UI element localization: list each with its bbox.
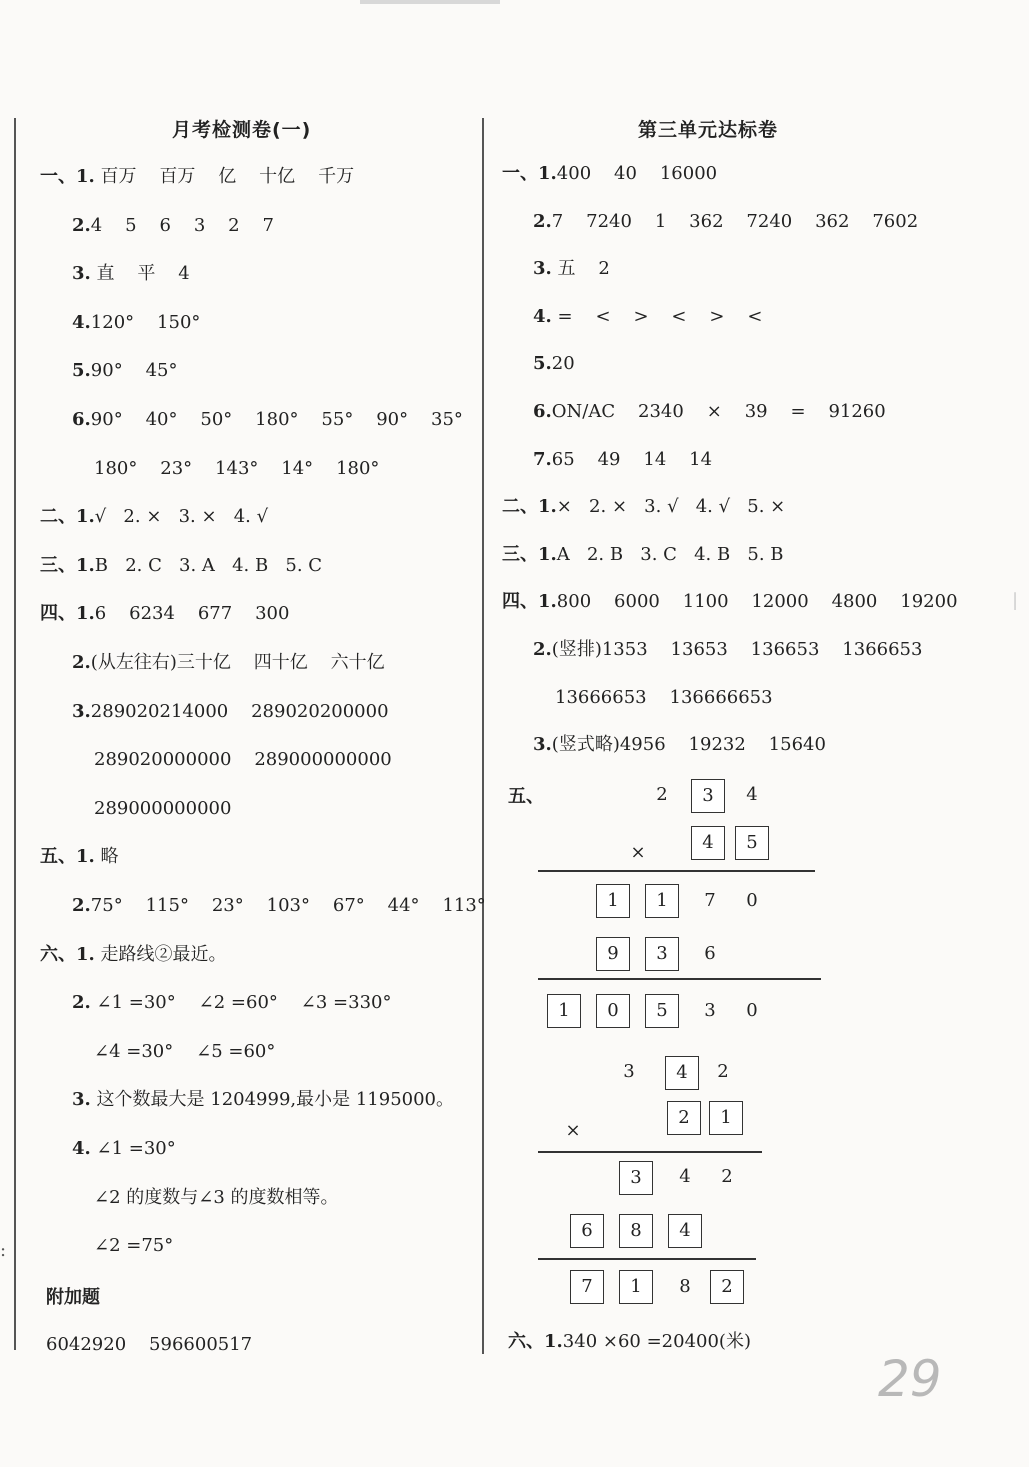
final-section-label: 六、 xyxy=(508,1331,544,1352)
answer-line xyxy=(40,602,289,626)
calc2-r3-d3: 2 xyxy=(721,1166,733,1187)
answer-line xyxy=(94,748,392,772)
right-column-title: 第三单元达标卷 xyxy=(638,119,779,141)
item-number: 2. xyxy=(72,992,91,1014)
answer-text: 这个数最大是 1204999,最小是 1195000。 xyxy=(90,1089,455,1111)
answer-line xyxy=(533,448,712,472)
item-number: 3. xyxy=(533,258,552,280)
calc1-r4-d1: 9 xyxy=(596,937,630,971)
answer-line xyxy=(72,214,274,238)
answer-text: × 2. × 3. √ 4. √ 5. × xyxy=(556,496,786,518)
answer-line xyxy=(555,686,773,710)
answer-text: 直 平 4 xyxy=(90,263,190,285)
answer-text: 400 40 16000 xyxy=(556,163,718,184)
answer-text: 13666653 136666653 xyxy=(555,686,773,708)
answer-line xyxy=(533,210,918,234)
answer-line xyxy=(72,262,190,286)
calc1-times-sign: × xyxy=(630,842,646,863)
calc2-times-sign: × xyxy=(565,1120,581,1141)
calc1-rule-2 xyxy=(538,978,821,980)
answer-line xyxy=(533,733,826,757)
item-number: 2. xyxy=(533,639,552,660)
item-number: 4. xyxy=(533,305,552,327)
calc1-r1-d1: 2 xyxy=(656,784,668,805)
calc1-r5-d1: 1 xyxy=(547,994,581,1028)
answer-line xyxy=(72,311,200,335)
left-edge-glyph-1: : xyxy=(0,1240,7,1261)
bonus-answer: 6042920 596600517 xyxy=(46,1334,253,1355)
item-number: 3. xyxy=(72,700,91,722)
answer-line xyxy=(94,1040,275,1064)
answer-text: 90° 45° xyxy=(90,360,178,382)
item-number: 1. xyxy=(76,554,95,576)
answer-text: 走路线②最近。 xyxy=(94,943,227,965)
answer-text: 4 5 6 3 2 7 xyxy=(90,214,274,236)
calc1-r3-d3: 7 xyxy=(704,890,716,911)
answer-text: (从左往右)三十亿 四十亿 六十亿 xyxy=(90,652,385,673)
section-label: 一、 xyxy=(502,163,538,184)
calc2-r5-d1: 7 xyxy=(570,1270,604,1304)
answer-text: 800 6000 1100 12000 4800 19200 xyxy=(556,591,958,613)
answer-text: 五 2 xyxy=(551,258,610,280)
answer-line xyxy=(533,305,762,329)
answer-text: 百万 百万 亿 十亿 千万 xyxy=(94,166,355,187)
answer-text: ∠1 =30° xyxy=(90,1138,176,1159)
calc1-rule-1 xyxy=(538,870,815,872)
calc2-rule-1 xyxy=(538,1151,762,1153)
answer-line xyxy=(72,700,389,724)
right-final-line xyxy=(508,1330,751,1354)
calc1-r5-d2: 0 xyxy=(596,994,630,1028)
item-number: 1. xyxy=(76,943,95,965)
item-number: 1. xyxy=(538,591,557,613)
answer-text: 7 7240 1 362 7240 362 7602 xyxy=(551,210,919,232)
calc1-r4-d2: 3 xyxy=(645,937,679,971)
answer-text: (竖式略)4956 19232 15640 xyxy=(551,734,826,756)
section-five-label: 五、 xyxy=(508,786,544,807)
calc2-r2-d2: 1 xyxy=(709,1101,743,1135)
answer-line xyxy=(72,894,486,918)
calc2-r4-d1: 6 xyxy=(570,1214,604,1248)
top-scan-mark xyxy=(360,0,500,4)
answer-text: 65 49 14 14 xyxy=(551,448,713,470)
answer-line xyxy=(533,257,610,281)
calc1-r1-d2: 3 xyxy=(691,779,725,813)
answer-text: 289020214000 289020200000 xyxy=(90,700,389,722)
item-number: 6. xyxy=(533,401,552,422)
calc2-r4-d2: 8 xyxy=(619,1214,653,1248)
section-label: 二、 xyxy=(502,496,538,518)
calc2-r1-d3: 2 xyxy=(717,1061,729,1082)
answer-line xyxy=(94,457,379,481)
item-number: 1. xyxy=(76,846,95,868)
answer-line xyxy=(72,359,178,383)
calc1-r2-d1: 4 xyxy=(691,826,725,860)
item-number: 1. xyxy=(76,506,95,528)
section-label: 三、 xyxy=(502,543,538,565)
calc2-r5-d3: 8 xyxy=(679,1276,691,1297)
answer-line xyxy=(40,845,119,869)
answer-line xyxy=(40,554,322,578)
calc2-r1-d1: 3 xyxy=(623,1061,635,1082)
answer-line xyxy=(94,797,231,821)
item-number: 4. xyxy=(72,311,91,333)
item-number: 1. xyxy=(76,166,95,187)
answer-text: 289020000000 289000000000 xyxy=(94,749,392,771)
bonus-title: 附加题 xyxy=(46,1287,100,1308)
item-number: 1. xyxy=(538,496,557,518)
section-label: 六、 xyxy=(40,943,76,965)
answer-line xyxy=(40,165,354,189)
answer-line xyxy=(533,638,922,662)
answer-text: ∠1 =30° ∠2 =60° ∠3 =330° xyxy=(90,992,392,1014)
answer-line xyxy=(72,1088,454,1112)
answer-line xyxy=(94,1234,173,1258)
answer-line xyxy=(72,408,463,432)
calc2-r5-d2: 1 xyxy=(619,1270,653,1304)
item-number: 4. xyxy=(72,1138,91,1159)
answer-text: 90° 40° 50° 180° 55° 90° 35° xyxy=(90,409,463,430)
answer-text: 20 xyxy=(551,353,575,375)
calc2-r3-d2: 4 xyxy=(679,1166,691,1187)
calc1-r5-d5: 0 xyxy=(746,1000,758,1021)
answer-text: 289000000000 xyxy=(94,797,232,819)
section-label: 二、 xyxy=(40,506,76,528)
answer-text: 略 xyxy=(94,846,119,868)
item-number: 1. xyxy=(76,603,95,625)
section-label: 一、 xyxy=(40,166,76,187)
answer-line xyxy=(533,352,575,376)
calc2-r4-d3: 4 xyxy=(668,1214,702,1248)
answer-line xyxy=(72,991,391,1015)
item-number: 6. xyxy=(72,409,91,430)
calc2-r2-d1: 2 xyxy=(667,1101,701,1135)
item-number: 2. xyxy=(72,214,91,236)
calc1-r1-d3: 4 xyxy=(746,784,758,805)
calc1-r3-d2: 1 xyxy=(645,884,679,918)
section-label: 四、 xyxy=(40,603,76,625)
calc2-r3-d1: 3 xyxy=(619,1161,653,1195)
item-number: 5. xyxy=(533,353,552,375)
answer-text: 75° 115° 23° 103° 67° 44° 113° xyxy=(90,895,486,916)
answer-text: 6 6234 677 300 xyxy=(94,603,290,625)
item-number: 2. xyxy=(533,210,552,232)
section-label: 三、 xyxy=(40,554,76,576)
item-number: 5. xyxy=(72,360,91,382)
answer-text: ∠2 的度数与∠3 的度数相等。 xyxy=(94,1186,339,1208)
answer-text: A 2. B 3. C 4. B 5. B xyxy=(556,543,784,565)
right-edge-bleed: | xyxy=(1012,590,1019,611)
calc2-r5-d4: 2 xyxy=(710,1270,744,1304)
item-number: 3. xyxy=(72,263,91,285)
item-number: 1. xyxy=(538,163,557,184)
answer-text: (竖排)1353 13653 136653 1366653 xyxy=(551,639,923,660)
answer-line xyxy=(502,495,785,519)
calc2-r1-d2: 4 xyxy=(665,1056,699,1090)
answer-text: 180° 23° 143° 14° 180° xyxy=(94,457,380,479)
answer-line xyxy=(72,651,385,675)
item-number: 3. xyxy=(72,1089,91,1111)
section-label: 五、 xyxy=(40,846,76,868)
item-number: 3. xyxy=(533,734,552,756)
item-number: 7. xyxy=(533,448,552,470)
calc1-r3-d1: 1 xyxy=(596,884,630,918)
final-item-number: 1. xyxy=(544,1331,563,1352)
answer-line xyxy=(502,543,784,567)
answer-line xyxy=(502,590,958,614)
answer-text: 120° 150° xyxy=(90,311,201,333)
answer-text: = < > < > < xyxy=(551,305,763,327)
calc2-rule-2 xyxy=(538,1258,756,1260)
calc1-r4-d3: 6 xyxy=(704,943,716,964)
answer-line xyxy=(502,162,717,186)
calc1-r5-d4: 3 xyxy=(704,1000,716,1021)
answer-text: √ 2. × 3. × 4. √ xyxy=(94,506,269,528)
answer-line xyxy=(533,400,886,424)
calc1-r3-d4: 0 xyxy=(746,890,758,911)
item-number: 2. xyxy=(72,652,91,673)
left-margin-rule xyxy=(14,118,16,1350)
answer-text: B 2. C 3. A 4. B 5. C xyxy=(94,554,323,576)
item-number: 1. xyxy=(538,543,557,565)
answer-text: ON/AC 2340 × 39 = 91260 xyxy=(551,401,886,422)
final-item-text: 340 ×60 =20400(米) xyxy=(562,1331,751,1352)
answer-line xyxy=(40,505,268,529)
left-column-title: 月考检测卷(一) xyxy=(172,119,312,141)
answer-text: ∠4 =30° ∠5 =60° xyxy=(94,1040,276,1062)
column-divider xyxy=(482,118,484,1354)
calc1-r5-d3: 5 xyxy=(645,994,679,1028)
page-number: 29 xyxy=(878,1350,942,1408)
item-number: 2. xyxy=(72,895,91,916)
section-label: 四、 xyxy=(502,591,538,613)
answer-line xyxy=(40,943,227,967)
answer-line xyxy=(72,1137,176,1161)
calc1-r2-d2: 5 xyxy=(735,826,769,860)
answer-line xyxy=(94,1186,339,1210)
answer-text: ∠2 =75° xyxy=(94,1235,174,1257)
